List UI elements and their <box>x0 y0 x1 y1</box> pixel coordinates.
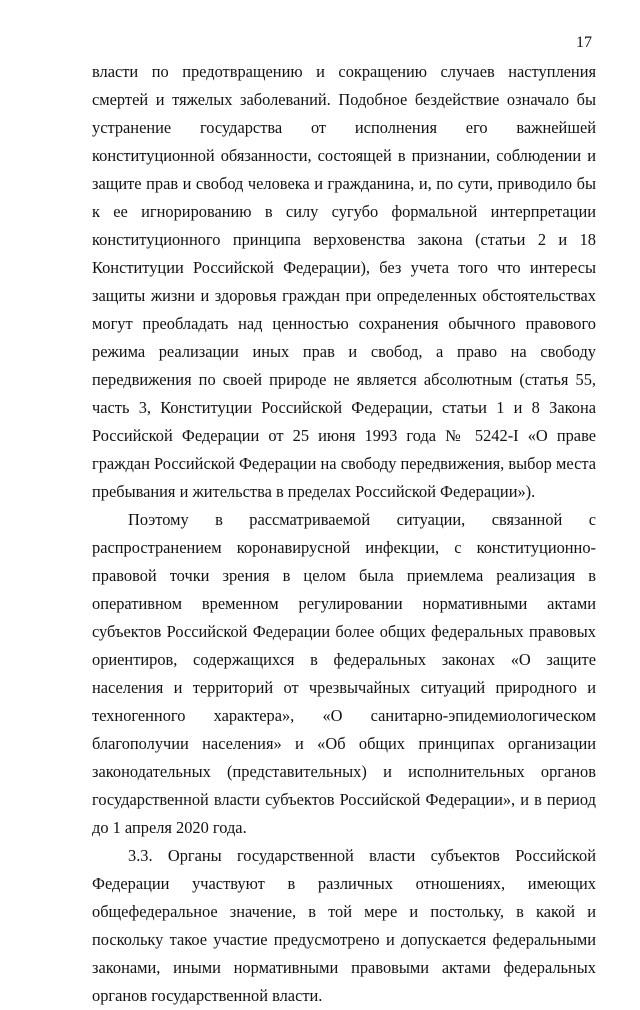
paragraph-implementation: Поэтому в рассматриваемой ситуации, связанной с распространением коронавирусной инфекции, с конституционно-правовой точки зрения в целом была приемлема реализация в оперативном временном регулировании нормативными актами субъектов Российской Федерации более общих федеральных правовых ориентиров, содержащихся в федеральных законах «О защите населения и территорий от чрезвычайных ситуаций природного и техногенного характера», «О санитарно-эпидемиологическом благополучии населения» и «Об общих принципах организации законодательных (представительных) и исполнительных органов государственной власти субъектов Российской Федерации», и в период до 1 апреля 2020 года. <box>92 510 596 837</box>
page-number: 17 <box>576 34 592 51</box>
document-body <box>92 58 596 1010</box>
paragraph-continuation: власти по предотвращению и сокращению случаев наступления смертей и тяжелых заболеваний. Подобное бездействие означало бы устранение государства от исполнения его важнейшей конституционной обязанности, состоящей в признании, соблюдении и защите прав и свобод человека и гражданина, и, по сути, приводило бы к ее игнорированию в силу сугубо формальной интерпретации конституционного принципа верховенства закона (статьи 2 и 18 Конституции Российской Федерации), без учета того что интересы защиты жизни и здоровья граждан при определенных обстоятельствах могут преобладать над ценностью сохранения обычного правового режима реализации иных прав и свобод, а право на свободу передвижения по своей природе не является абсолютным (статья 55, часть 3, Конституции Российской Федерации, статьи 1 и 8 Закона Российской Федерации от 25 июня 1993 года № 5242-I «О праве граждан Российской Федерации на свободу передвижения, выбор места пребывания и жительства в пределах Российской Федерации»). <box>92 62 596 501</box>
paragraph-section-3-3: 3.3. Органы государственной власти субъектов Российской Федерации участвуют в различных отношениях, имеющих общефедеральное значение, в той мере и постольку, в какой и поскольку такое участие предусмотрено и допускается федеральными законами, иными нормативными правовыми актами федеральных органов государственной власти. <box>92 846 596 1005</box>
